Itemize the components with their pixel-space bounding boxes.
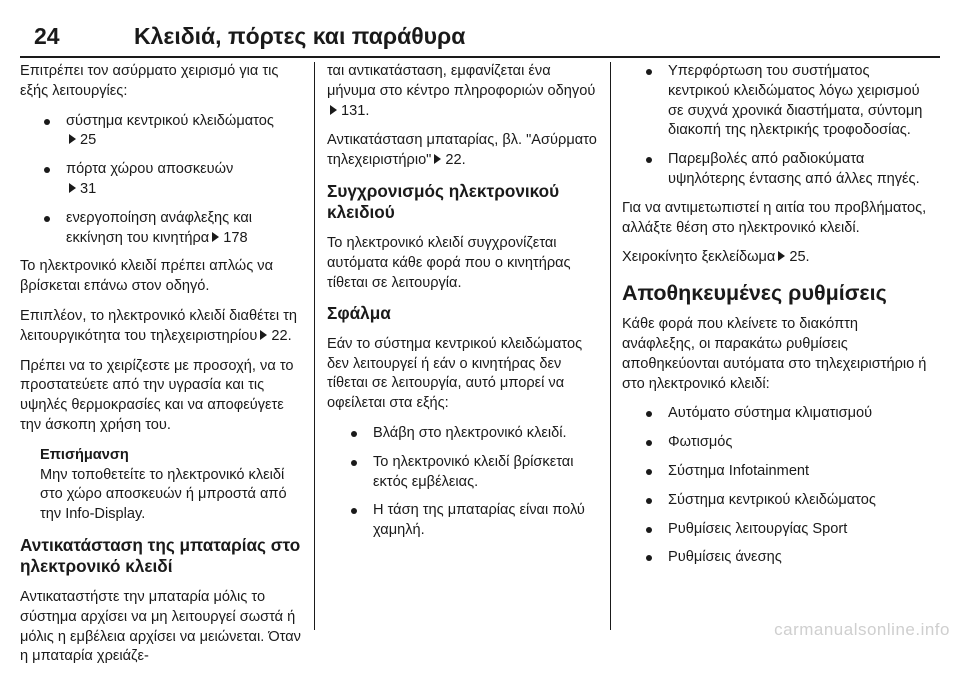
paragraph: Κάθε φορά που κλείνετε το διακόπτη ανάφλεξης, οι παρακάτω ρυθμίσεις αποθηκεύονται αυτόματα στο τηλεχειριστήριο ή στο ηλεκτρονικό κλειδί:	[622, 316, 927, 392]
section-heading-sync: Συγχρονισμός ηλεκτρονικού κλειδιού	[327, 180, 560, 223]
intro-paragraph: Επιτρέπει τον ασύρματο χειρισμό για τις εξής λειτουργίες:	[20, 63, 279, 99]
fault-causes-list	[327, 424, 603, 541]
note-text: Μην τοποθετείτε το ηλεκτρονικό κλειδί στο χώρο αποσκευών ή μπροστά από την Info-Display.	[40, 466, 287, 523]
list-item: Ρυθμίσεις λειτουργίας Sport	[622, 520, 930, 540]
page-reference-link[interactable]: 178	[223, 229, 248, 246]
list-item: πόρτα χώρου αποσκευών 31	[20, 160, 302, 200]
page-reference-icon	[260, 330, 267, 340]
column-1	[20, 62, 302, 677]
list-item: σύστημα κεντρικού κλειδώματος 25	[20, 112, 302, 152]
page-reference-link[interactable]: 25.	[789, 249, 810, 266]
page-reference-icon	[434, 154, 441, 164]
page-reference-link[interactable]: 22.	[445, 152, 466, 169]
column-2	[327, 62, 603, 550]
paragraph: Εάν το σύστημα κεντρικού κλειδώματος δεν λειτουργεί ή εάν ο κινητήρας δεν τίθεται σε λειτουργία, αυτό μπορεί να οφείλεται στα εξής:	[327, 335, 583, 412]
list-item: ενεργοποίηση ανάφλεξης και εκκίνηση του κινητήρα 178	[20, 209, 302, 249]
page-reference-icon	[778, 251, 785, 261]
list-item: Σύστημα Infotainment	[622, 462, 930, 482]
paragraph: ται αντικατάσταση, εμφανίζεται ένα μήνυμα στο κέντρο πληροφοριών οδηγού131.	[327, 63, 596, 119]
list-item: Το ηλεκτρονικό κλειδί βρίσκεται εκτός εμβέλειας.	[327, 453, 603, 493]
section-heading-battery: Αντικατάσταση της μπαταρίας στο ηλεκτρονικό κλειδί	[20, 534, 301, 577]
page-reference-icon	[330, 105, 337, 115]
saved-settings-list	[622, 404, 930, 568]
column-divider-2	[610, 62, 611, 630]
page-number: 24	[34, 23, 60, 49]
column-3	[622, 62, 930, 577]
list-item: Η τάση της μπαταρίας είναι πολύ χαμηλή.	[327, 501, 603, 541]
page-reference-icon	[212, 232, 219, 242]
list-item: Υπερφόρτωση του συστήματος κεντρικού κλειδώματος λόγω χειρισμού σε συχνά χρονικά διαστήματα, σύντομη διακοπή της ηλεκτρικής τροφοδοσίας.	[622, 62, 930, 141]
paragraph: Το ηλεκτρονικό κλειδί πρέπει απλώς να βρίσκεται επάνω στον οδηγό.	[20, 258, 274, 295]
page-reference-icon	[69, 183, 76, 193]
page-reference-link[interactable]: 131.	[341, 102, 370, 119]
paragraph: Αντικαταστήστε την μπαταρία μόλις το σύστημα αρχίσει να μη λειτουργεί σωστά ή μόλις η εμβέλεια αρχίσει να μειώνεται. Όταν η μπαταρία χρειάζε-	[20, 588, 301, 665]
page-reference-icon	[69, 134, 76, 144]
list-item: Φωτισμός	[622, 433, 930, 453]
paragraph: Χειροκίνητο ξεκλείδωμα 25.	[622, 249, 810, 266]
list-item: Παρεμβολές από ραδιοκύματα υψηλότερης έντασης από άλλες πηγές.	[622, 150, 930, 190]
note-box	[40, 446, 302, 525]
list-item: Ρυθμίσεις άνεσης	[622, 548, 930, 568]
page-reference-link[interactable]: 31	[80, 180, 97, 197]
fault-causes-list-continued	[622, 62, 930, 190]
paragraph: Επιπλέον, το ηλεκτρονικό κλειδί διαθέτει τη λειτουργικότητα του τηλεχειριστηρίου 22.	[20, 307, 298, 344]
note-title: Επισήμανση	[40, 446, 129, 463]
paragraph: Αντικατάσταση μπαταρίας, βλ. "Ασύρματο τηλεχειριστήριο" 22.	[327, 132, 597, 169]
page-header	[20, 0, 940, 58]
watermark: carmanualsonline.info	[774, 620, 950, 639]
list-item: Σύστημα κεντρικού κλειδώματος	[622, 491, 930, 511]
page-reference-link[interactable]: 22.	[271, 327, 292, 344]
section-heading-saved-settings: Αποθηκευμένες ρυθμίσεις	[622, 281, 887, 306]
page-title: Κλειδιά, πόρτες και παράθυρα	[134, 23, 466, 49]
column-divider-1	[314, 62, 315, 630]
functions-list	[20, 112, 302, 249]
paragraph: Το ηλεκτρονικό κλειδί συγχρονίζεται αυτόματα κάθε φορά που ο κινητήρας τίθεται σε λειτουργία.	[327, 234, 571, 291]
paragraph: Για να αντιμετωπιστεί η αιτία του προβλήματος, αλλάξτε θέση στο ηλεκτρονικό κλειδί.	[622, 199, 927, 236]
paragraph: Πρέπει να το χειρίζεστε με προσοχή, να το προστατεύετε από την υγρασία και τις υψηλές θερμοκρασίες και να αποφεύγετε την άσκοπη χρήση του.	[20, 357, 294, 433]
page-reference-link[interactable]: 25	[80, 132, 97, 149]
list-item: Βλάβη στο ηλεκτρονικό κλειδί.	[327, 424, 603, 444]
section-heading-fault: Σφάλμα	[327, 303, 391, 324]
list-item: Αυτόματο σύστημα κλιματισμού	[622, 404, 930, 424]
